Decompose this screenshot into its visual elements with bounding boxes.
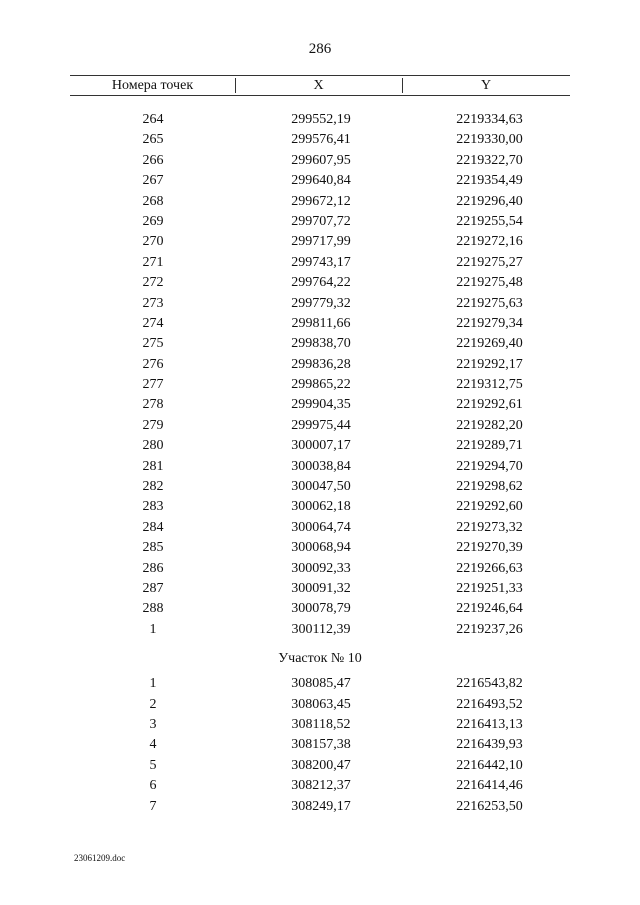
- y-coordinate-cell: 2219246,64: [456, 601, 523, 617]
- point-number-cell: 266: [142, 152, 164, 168]
- x-coordinate-cell: 308212,37: [291, 778, 351, 794]
- table-row: [70, 395, 570, 415]
- x-coordinate-cell: 308249,17: [291, 798, 351, 814]
- rows-group-2: [70, 674, 570, 817]
- x-coordinate-cell: 299865,22: [291, 377, 351, 393]
- point-number-cell: 274: [142, 315, 164, 331]
- y-coordinate-cell: 2219298,62: [456, 479, 523, 495]
- x-coordinate-cell: 308063,45: [291, 696, 351, 712]
- point-number-cell: 267: [142, 173, 164, 189]
- table-row: [70, 559, 570, 579]
- y-coordinate-cell: 2219266,63: [456, 560, 523, 576]
- y-coordinate-cell: 2219289,71: [456, 438, 523, 454]
- table-row: [70, 756, 570, 776]
- x-coordinate-cell: 300047,50: [291, 479, 351, 495]
- x-coordinate-cell: 299838,70: [291, 336, 351, 352]
- point-number-cell: 264: [142, 112, 164, 127]
- x-coordinate-cell: 299764,22: [291, 275, 351, 291]
- y-coordinate-cell: 2219237,26: [456, 621, 523, 637]
- point-number-cell: 268: [142, 193, 164, 209]
- y-coordinate-cell: 2219292,61: [456, 397, 523, 413]
- table-row: [70, 715, 570, 735]
- x-coordinate-cell: 300068,94: [291, 540, 351, 556]
- x-coordinate-cell: 308085,47: [291, 676, 351, 692]
- x-coordinate-cell: 299904,35: [291, 397, 351, 413]
- table-row: [70, 599, 570, 619]
- table-row: [70, 674, 570, 694]
- x-coordinate-cell: 308157,38: [291, 737, 351, 753]
- coordinates-table-body: [70, 110, 570, 817]
- x-coordinate-cell: 299552,19: [291, 112, 351, 127]
- point-number-cell: 282: [142, 479, 164, 495]
- x-coordinate-cell: 299836,28: [291, 356, 351, 372]
- y-coordinate-cell: 2219251,33: [456, 580, 523, 596]
- y-coordinate-cell: 2216493,52: [456, 696, 523, 712]
- point-number-cell: 281: [142, 458, 164, 474]
- y-coordinate-cell: 2216439,93: [456, 737, 523, 753]
- point-number-cell: 287: [142, 580, 164, 596]
- point-number-cell: 272: [142, 275, 164, 291]
- point-number-cell: 6: [149, 778, 157, 794]
- header-y: Y: [480, 78, 492, 93]
- table-row: [70, 797, 570, 817]
- y-coordinate-cell: 2219255,54: [456, 213, 523, 229]
- y-coordinate-cell: 2219275,63: [456, 295, 523, 311]
- x-coordinate-cell: 300112,39: [291, 621, 351, 637]
- table-row: [70, 130, 570, 150]
- point-number-cell: 1: [149, 676, 157, 692]
- point-number-cell: 2: [149, 696, 157, 712]
- point-number-cell: 5: [149, 757, 157, 773]
- table-row: [70, 192, 570, 212]
- y-coordinate-cell: 2216543,82: [456, 676, 523, 692]
- x-coordinate-cell: 299779,32: [291, 295, 351, 311]
- table-row: [70, 518, 570, 538]
- y-coordinate-cell: 2219322,70: [456, 152, 523, 168]
- table-row: [70, 334, 570, 354]
- point-number-cell: 7: [149, 798, 157, 814]
- table-row: [70, 477, 570, 497]
- x-coordinate-cell: 300062,18: [291, 499, 351, 515]
- point-number-cell: 279: [142, 417, 164, 433]
- point-number-cell: 277: [142, 377, 164, 393]
- y-coordinate-cell: 2219279,34: [456, 315, 523, 331]
- x-coordinate-cell: 299743,17: [291, 254, 351, 270]
- point-number-cell: 270: [142, 234, 164, 250]
- x-coordinate-cell: 308118,52: [291, 716, 351, 732]
- x-coordinate-cell: 299975,44: [291, 417, 351, 433]
- x-coordinate-cell: 300007,17: [291, 438, 351, 454]
- header-point-numbers: Номера точек: [111, 78, 194, 93]
- y-coordinate-cell: 2219272,16: [456, 234, 523, 250]
- y-coordinate-cell: 2219296,40: [456, 193, 523, 209]
- point-number-cell: 285: [142, 540, 164, 556]
- y-coordinate-cell: 2216414,46: [456, 778, 523, 794]
- point-number-cell: 3: [149, 716, 157, 732]
- table-row: [70, 151, 570, 171]
- x-coordinate-cell: 300092,33: [291, 560, 351, 576]
- document-id: 23061209.doc: [74, 853, 126, 863]
- table-row: [70, 314, 570, 334]
- table-row: [70, 232, 570, 252]
- table-row: [70, 416, 570, 436]
- y-coordinate-cell: 2219275,27: [456, 254, 523, 270]
- table-row: [70, 538, 570, 558]
- y-coordinate-cell: 2216413,13: [456, 716, 523, 732]
- header-x: X: [313, 78, 324, 93]
- table-row: [70, 253, 570, 273]
- y-coordinate-cell: 2219354,49: [456, 173, 523, 189]
- table-row: [70, 695, 570, 715]
- y-coordinate-cell: 2219269,40: [456, 336, 523, 352]
- x-coordinate-cell: 299607,95: [291, 152, 351, 168]
- x-coordinate-cell: 299717,99: [291, 234, 351, 250]
- table-row: [70, 776, 570, 796]
- x-coordinate-cell: 300078,79: [291, 601, 351, 617]
- point-number-cell: 283: [142, 499, 164, 515]
- x-coordinate-cell: 300064,74: [291, 519, 351, 535]
- point-number-cell: 4: [149, 737, 157, 753]
- x-coordinate-cell: 308200,47: [291, 757, 351, 773]
- x-coordinate-cell: 299672,12: [291, 193, 351, 209]
- page-number: 286: [308, 41, 332, 57]
- table-row: [70, 294, 570, 314]
- point-number-cell: 1: [149, 621, 157, 637]
- table-row: [70, 273, 570, 293]
- y-coordinate-cell: 2216253,50: [456, 798, 523, 814]
- table-row: [70, 355, 570, 375]
- y-coordinate-cell: 2219275,48: [456, 275, 523, 291]
- table-row: [70, 212, 570, 232]
- x-coordinate-cell: 300091,32: [291, 580, 351, 596]
- section-title: Участок № 10: [278, 651, 362, 667]
- rows-group-1: [70, 110, 570, 640]
- y-coordinate-cell: 2219334,63: [456, 112, 523, 127]
- point-number-cell: 276: [142, 356, 164, 372]
- table-row: [70, 457, 570, 477]
- y-coordinate-cell: 2219330,00: [456, 132, 523, 148]
- y-coordinate-cell: 2216442,10: [456, 757, 523, 773]
- point-number-cell: 265: [142, 132, 164, 148]
- table-row: [70, 171, 570, 191]
- y-coordinate-cell: 2219312,75: [456, 377, 523, 393]
- y-coordinate-cell: 2219292,17: [456, 356, 523, 372]
- table-header: [70, 75, 570, 96]
- x-coordinate-cell: 299811,66: [291, 315, 351, 331]
- point-number-cell: 269: [142, 213, 164, 229]
- x-coordinate-cell: 300038,84: [291, 458, 351, 474]
- table-row: [70, 735, 570, 755]
- table-row: [70, 110, 570, 130]
- x-coordinate-cell: 299707,72: [291, 213, 351, 229]
- table-row: [70, 620, 570, 640]
- point-number-cell: 280: [142, 438, 164, 454]
- x-coordinate-cell: 299640,84: [291, 173, 351, 189]
- y-coordinate-cell: 2219282,20: [456, 417, 523, 433]
- table-row: [70, 497, 570, 517]
- point-number-cell: 273: [142, 295, 164, 311]
- y-coordinate-cell: 2219292,60: [456, 499, 523, 515]
- point-number-cell: 286: [142, 560, 164, 576]
- y-coordinate-cell: 2219294,70: [456, 458, 523, 474]
- point-number-cell: 278: [142, 397, 164, 413]
- point-number-cell: 275: [142, 336, 164, 352]
- point-number-cell: 284: [142, 519, 164, 535]
- x-coordinate-cell: 299576,41: [291, 132, 351, 148]
- table-row: [70, 579, 570, 599]
- y-coordinate-cell: 2219270,39: [456, 540, 523, 556]
- point-number-cell: 288: [142, 601, 164, 617]
- table-row: [70, 375, 570, 395]
- y-coordinate-cell: 2219273,32: [456, 519, 523, 535]
- point-number-cell: 271: [142, 254, 164, 270]
- table-row: [70, 436, 570, 456]
